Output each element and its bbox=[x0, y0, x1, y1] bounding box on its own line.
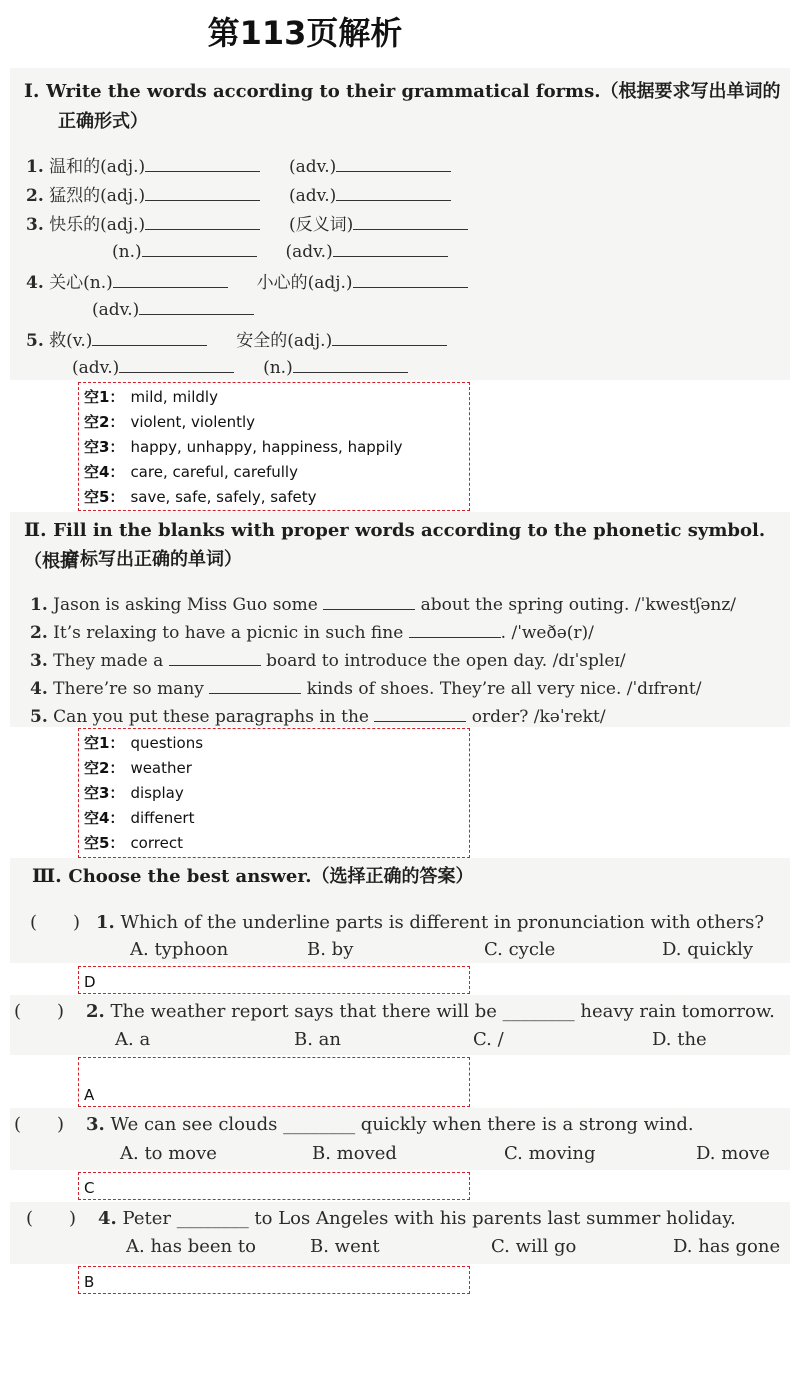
answer-label: 空4： bbox=[84, 809, 125, 827]
s1-line-3b bbox=[112, 239, 448, 262]
s2-text: order? bbox=[471, 707, 529, 727]
question-num: 1. bbox=[96, 912, 115, 933]
s2-line-1: 1. Jason is asking Miss Guo some about the spring outing. /ˈkwestʃənz/ bbox=[30, 592, 736, 615]
question-num: 4. bbox=[98, 1208, 117, 1229]
option: A. a bbox=[115, 1029, 151, 1050]
answer-label: 空2： bbox=[84, 413, 125, 431]
option: C. will go bbox=[491, 1236, 577, 1257]
s1-prompt: (adv.) bbox=[72, 358, 120, 378]
s2-text: There’re so many bbox=[53, 679, 204, 699]
answer-row bbox=[79, 485, 469, 510]
section3-heading-text: Choose the best answer.（选择正确的答案） bbox=[68, 866, 474, 887]
question-2 bbox=[14, 997, 775, 1023]
s1-prompt: 救(v.) bbox=[49, 331, 93, 351]
question-4-answer-box bbox=[78, 1266, 470, 1294]
s2-line-4: 4. There’re so many kinds of shoes. They’re all very nice. /ˈdɪfrənt/ bbox=[30, 676, 701, 699]
s1-line-3: 3. 快乐的(adj.) (反义词) bbox=[26, 210, 468, 235]
question-3-answer-box bbox=[78, 1172, 470, 1200]
question-1-answer-box bbox=[78, 966, 470, 994]
s2-line-2: 2. It’s relaxing to have a picnic in such fine . /ˈweðə(r)/ bbox=[30, 620, 594, 643]
s1-prompt: (adv.) bbox=[288, 186, 337, 206]
question-text: Which of the underline parts is different in pronunciation with others? bbox=[120, 912, 764, 933]
answer-row bbox=[79, 410, 469, 435]
section2-heading-line1: Fill in the blanks with proper words according to the phonetic symbol.（根据 bbox=[24, 520, 766, 572]
answer-value: correct bbox=[130, 834, 183, 852]
question-num: 2. bbox=[86, 1001, 105, 1022]
s2-phonetic: /ˈdɪfrənt/ bbox=[626, 679, 702, 699]
question-1 bbox=[30, 908, 764, 934]
s2-text: It’s relaxing to have a picnic in such fine bbox=[53, 623, 404, 643]
option: C. / bbox=[473, 1029, 504, 1050]
question-4 bbox=[26, 1204, 736, 1230]
option: D. has gone bbox=[673, 1236, 781, 1257]
answer-value: weather bbox=[130, 759, 192, 777]
s1-line-1: 1. 温和的(adj.) (adv.) bbox=[26, 152, 451, 177]
answer-value: display bbox=[130, 784, 184, 802]
s1-prompt: 猛烈的(adj.) bbox=[49, 186, 146, 206]
section2-answer-box bbox=[78, 728, 470, 858]
s2-text: board to introduce the open day. bbox=[266, 651, 548, 671]
s2-text: Jason is asking Miss Guo some bbox=[53, 595, 318, 615]
answer-paren: ( ) bbox=[14, 1001, 65, 1022]
answer-value: mild, mildly bbox=[130, 388, 218, 406]
s2-num: 5 bbox=[30, 707, 42, 727]
answer-label: 空3： bbox=[84, 438, 125, 456]
question-2-answer-box bbox=[78, 1057, 470, 1107]
s2-phonetic: /ˈweðə(r)/ bbox=[511, 623, 594, 643]
answer-label: 空5： bbox=[84, 834, 125, 852]
answer-value: happy, unhappy, happiness, happily bbox=[130, 438, 403, 456]
s1-num: 4 bbox=[26, 273, 38, 293]
answer-value: B bbox=[84, 1273, 95, 1291]
s1-prompt: 温和的(adj.) bbox=[49, 157, 146, 177]
answer-row bbox=[79, 435, 469, 460]
s1-prompt: (adv.) bbox=[288, 157, 337, 177]
s1-prompt: (adv.) bbox=[285, 242, 333, 262]
s1-num: 3 bbox=[26, 215, 38, 235]
section1-heading bbox=[24, 76, 794, 107]
answer-value: save, safe, safely, safety bbox=[130, 488, 317, 506]
option: B. went bbox=[310, 1236, 380, 1257]
option: C. moving bbox=[504, 1143, 596, 1164]
answer-value: care, careful, carefully bbox=[130, 463, 298, 481]
section1-heading-line2: 正确形式） bbox=[58, 111, 148, 132]
answer-row bbox=[79, 460, 469, 485]
question-text: We can see clouds ________ quickly when there is a strong wind. bbox=[110, 1114, 694, 1135]
option: D. the bbox=[652, 1029, 707, 1050]
answer-paren: ( ) bbox=[30, 912, 81, 933]
answer-value: diffenert bbox=[130, 809, 195, 827]
option: B. an bbox=[294, 1029, 341, 1050]
s2-line-3: 3. They made a board to introduce the open day. /dɪˈspleɪ/ bbox=[30, 648, 626, 671]
answer-row bbox=[79, 385, 469, 410]
option: B. moved bbox=[312, 1143, 397, 1164]
s2-num: 3 bbox=[30, 651, 42, 671]
question-text: The weather report says that there will be ________ heavy rain tomorrow. bbox=[110, 1001, 775, 1022]
s1-line-5b bbox=[72, 355, 408, 378]
s2-text: kinds of shoes. They’re all very nice. bbox=[306, 679, 622, 699]
s2-num: 2 bbox=[30, 623, 42, 643]
answer-value: A bbox=[84, 1086, 95, 1104]
s1-prompt: (adv.) bbox=[92, 300, 140, 320]
s1-prompt: (n.) bbox=[112, 242, 142, 262]
answer-value: violent, violently bbox=[130, 413, 256, 431]
s2-text: . bbox=[500, 623, 507, 643]
option: B. by bbox=[307, 939, 354, 960]
section1-heading-line1: Write the words according to their grammatical forms.（根据要求写出单词的 bbox=[46, 81, 781, 102]
s1-line-5: 5. 救(v.) 安全的(adj.) bbox=[26, 326, 447, 351]
answer-label: 空1： bbox=[84, 388, 125, 406]
s2-line-5: 5. Can you put these paragraphs in the order? /kəˈrekt/ bbox=[30, 704, 606, 727]
s1-prompt: (n.) bbox=[263, 358, 293, 378]
s2-num: 1 bbox=[30, 595, 42, 615]
section3-numeral: Ⅲ. bbox=[32, 865, 62, 887]
section2-numeral: Ⅱ. bbox=[24, 519, 47, 541]
question-num: 3. bbox=[86, 1114, 105, 1135]
answer-value: D bbox=[84, 973, 96, 991]
answer-label: 空5： bbox=[84, 488, 125, 506]
option: C. cycle bbox=[484, 939, 556, 960]
option: A. has been to bbox=[126, 1236, 256, 1257]
answer-value: C bbox=[84, 1179, 95, 1197]
answer-row bbox=[79, 756, 469, 781]
answer-paren: ( ) bbox=[26, 1208, 77, 1229]
s1-prompt: 关心(n.) bbox=[49, 273, 113, 293]
s2-phonetic: /ˈkwestʃənz/ bbox=[634, 595, 737, 615]
s1-prompt: 安全的(adj.) bbox=[236, 331, 333, 351]
answer-row bbox=[79, 831, 469, 856]
answer-row bbox=[79, 781, 469, 806]
s1-prompt: 快乐的(adj.) bbox=[49, 215, 146, 235]
s1-num: 5 bbox=[26, 331, 38, 351]
answer-label: 空2： bbox=[84, 759, 125, 777]
s2-num: 4 bbox=[30, 679, 42, 699]
s1-prompt: (反义词) bbox=[288, 215, 354, 235]
s1-line-2: 2. 猛烈的(adj.) (adv.) bbox=[26, 181, 451, 206]
s1-num: 2 bbox=[26, 186, 38, 206]
s1-line-4: 4. 关心(n.) 小心的(adj.) bbox=[26, 268, 468, 293]
answer-label: 空1： bbox=[84, 734, 125, 752]
option: A. to move bbox=[120, 1143, 217, 1164]
answer-row bbox=[79, 806, 469, 831]
s2-text: about the spring outing. bbox=[420, 595, 630, 615]
answer-value: questions bbox=[130, 734, 204, 752]
option: D. move bbox=[696, 1143, 770, 1164]
answer-label: 空4： bbox=[84, 463, 125, 481]
option: A. typhoon bbox=[130, 939, 229, 960]
question-3 bbox=[14, 1110, 694, 1136]
s2-text: Can you put these paragraphs in the bbox=[53, 707, 369, 727]
section1-answer-box bbox=[78, 382, 470, 511]
section3-heading bbox=[32, 861, 473, 892]
s1-num: 1 bbox=[26, 157, 38, 177]
answer-label: 空3： bbox=[84, 784, 125, 802]
s1-prompt: 小心的(adj.) bbox=[256, 273, 353, 293]
answer-paren: ( ) bbox=[14, 1114, 65, 1135]
s2-phonetic: /kəˈrekt/ bbox=[533, 707, 606, 727]
section1-numeral: Ⅰ. bbox=[24, 80, 40, 102]
question-text: Peter ________ to Los Angeles with his parents last summer holiday. bbox=[122, 1208, 736, 1229]
s2-phonetic: /dɪˈspleɪ/ bbox=[552, 651, 626, 671]
option: D. quickly bbox=[662, 939, 754, 960]
s2-text: They made a bbox=[53, 651, 164, 671]
page-title: 第113页解析 bbox=[207, 14, 403, 52]
s1-line-4b bbox=[92, 297, 254, 320]
section2-heading-line2: 音标写出正确的单词） bbox=[62, 549, 242, 570]
answer-row bbox=[79, 731, 469, 756]
